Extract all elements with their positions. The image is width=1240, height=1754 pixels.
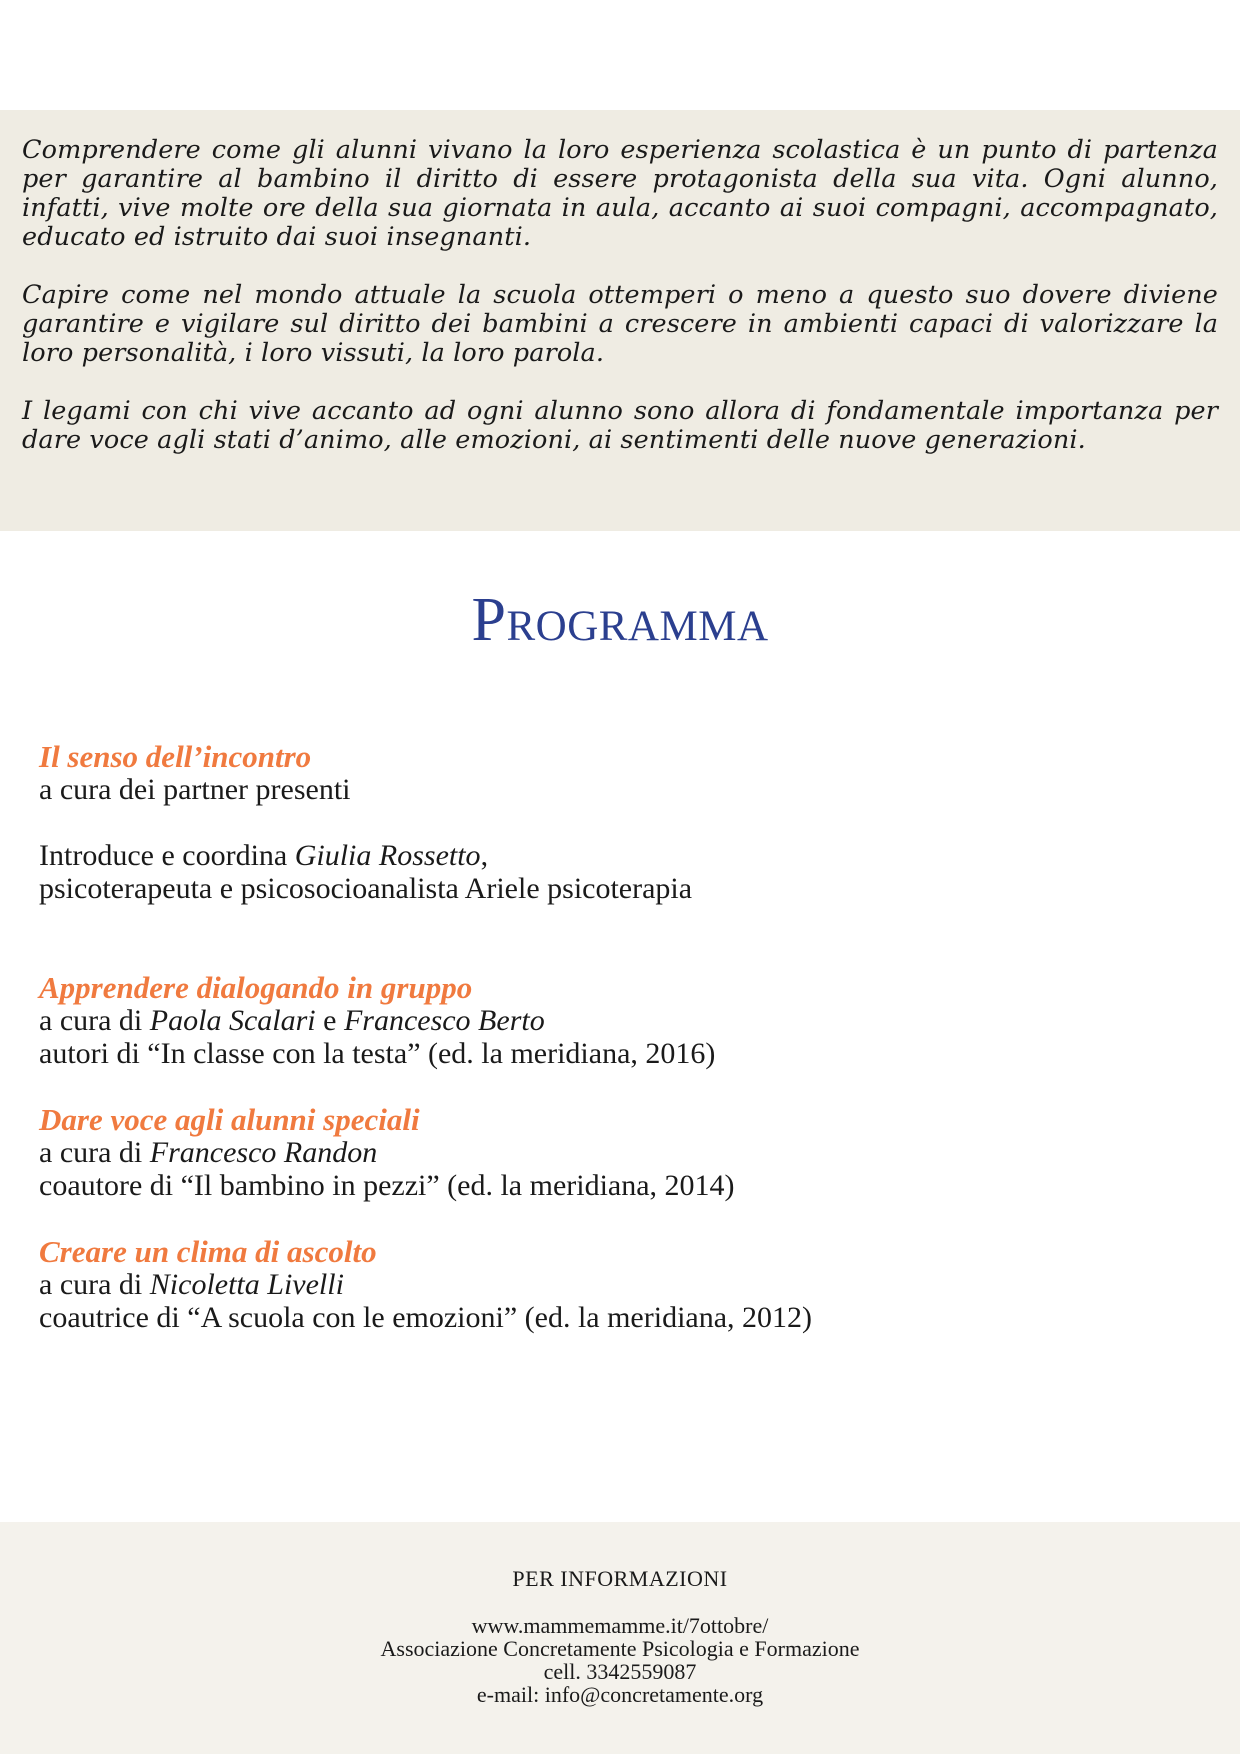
curator-name: Paola Scalari xyxy=(149,1004,316,1037)
curator-name: Francesco Berto xyxy=(343,1004,545,1037)
curator-prefix: a cura di xyxy=(39,1136,150,1169)
program-item-curator xyxy=(39,1136,1199,1169)
association-name: Associazione Concretamente Psicologia e Formazione xyxy=(380,1636,860,1661)
program-item-heading: Dare voce agli alunni speciali xyxy=(39,1102,420,1137)
info-footer xyxy=(0,1522,1240,1754)
curator-prefix: a cura di xyxy=(39,1004,150,1037)
program-title: Programma xyxy=(471,586,769,654)
curator-prefix: a cura di xyxy=(39,1268,150,1301)
program-list xyxy=(39,740,1199,1334)
website-link[interactable]: www.mammemamme.it/7ottobre/ xyxy=(471,1613,769,1638)
program-item-curator xyxy=(39,1004,1199,1037)
program-item-book: coautrice di “A scuola con le emozioni” (ed. la meridiana, 2012) xyxy=(39,1301,813,1334)
program-item-book: autori di “In classe con la testa” (ed. la meridiana, 2016) xyxy=(39,1037,716,1070)
program-item xyxy=(39,1235,1199,1334)
coordinator-suffix: , xyxy=(480,839,489,872)
intro-paragraph: Capire come nel mondo attuale la scuola ottemperi o meno a questo suo dovere diviene garantire e vigilare sul diritto dei bambini a crescere in ambienti capaci di valorizzare la loro personalità, i loro vissuti, la loro parola. xyxy=(22,280,1218,368)
program-item xyxy=(39,971,1199,1070)
program-item-curator: a cura dei partner presenti xyxy=(39,773,351,806)
info-label: PER INFORMAZIONI xyxy=(512,1566,728,1591)
curator-name: Nicoletta Livelli xyxy=(149,1268,344,1301)
intro-paragraph: I legami con chi vive accanto ad ogni alunno sono allora di fondamentale importanza per dare voce agli stati d’animo, alle emozioni, ai sentimenti delle nuove generazioni. xyxy=(22,396,1218,455)
intro-box xyxy=(0,110,1240,531)
program-item-book: coautore di “Il bambino in pezzi” (ed. la meridiana, 2014) xyxy=(39,1169,735,1202)
program-item xyxy=(39,1103,1199,1202)
program-item-heading: Creare un clima di ascolto xyxy=(39,1234,377,1269)
coordinator-prefix: Introduce e coordina xyxy=(39,839,295,872)
phone-number: cell. 3342559087 xyxy=(543,1659,697,1684)
program-item xyxy=(39,740,1199,806)
curator-joiner: e xyxy=(315,1004,344,1037)
coordinator-line xyxy=(39,839,1199,872)
coordinator-role: psicoterapeuta e psicosocioanalista Ariele psicoterapia xyxy=(39,872,693,905)
contact-block xyxy=(0,1614,1240,1706)
email-link[interactable]: e-mail: info@concretamente.org xyxy=(476,1682,764,1707)
program-item-heading: Il senso dell’incontro xyxy=(39,739,312,774)
curator-name: Francesco Randon xyxy=(149,1136,378,1169)
program-coordinator xyxy=(39,839,1199,905)
intro-paragraph: Comprendere come gli alunni vivano la loro esperienza scolastica è un punto di partenza per garantire al bambino il diritto di essere protagonista della sua vita. Ogni alunno, infatti, vive molte ore della sua giornata in aula, accanto ai suoi compagni, accompagnato, educato ed istruito dai suoi insegnanti. xyxy=(22,135,1218,252)
program-item-curator xyxy=(39,1268,1199,1301)
program-item-heading: Apprendere dialogando in gruppo xyxy=(39,970,473,1005)
coordinator-name: Giulia Rossetto xyxy=(294,839,481,872)
